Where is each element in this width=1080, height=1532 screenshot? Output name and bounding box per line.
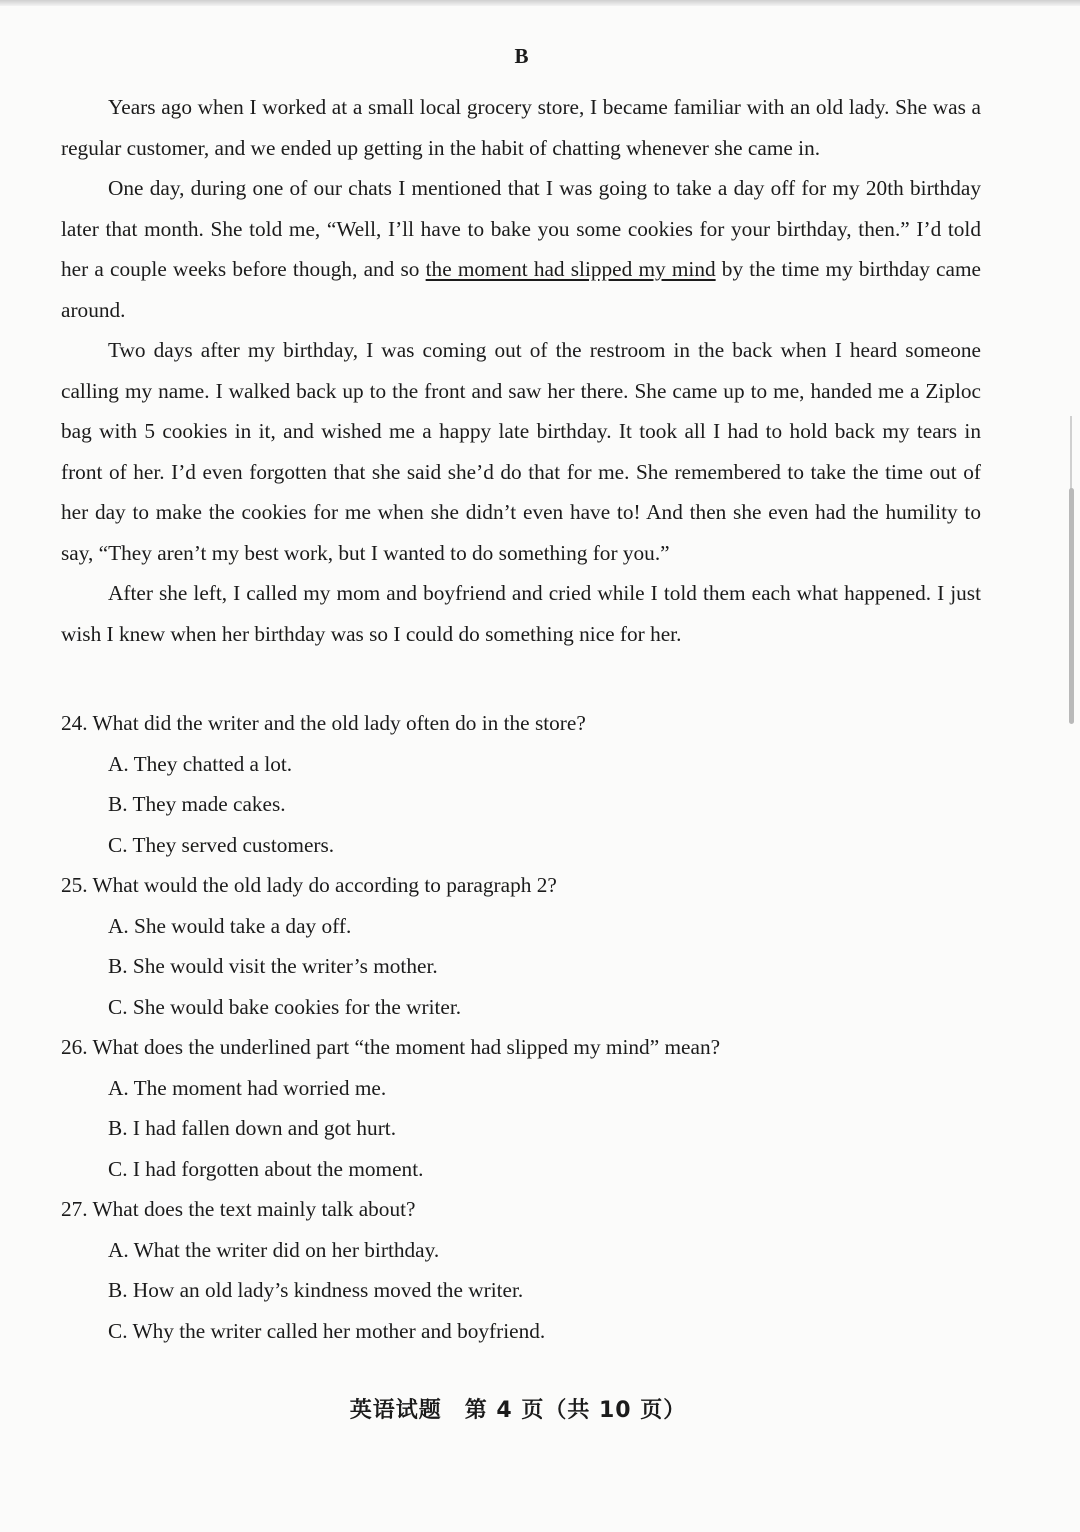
passage-paragraph-1: Years ago when I worked at a small local grocery store, I became familiar with an old lady. She was a regular customer, and we ended up getting in the habit of chatting whenever she came in. [61, 95, 981, 160]
option-a: A. The moment had worried me. [108, 1075, 387, 1100]
paragraph-2-text-after: by the time my birthday came around. [61, 257, 981, 322]
paragraph-2-text-before: One day, during one of our chats I mentioned that I was going to take a day off for my 20th birthday later that month. She told me, “Well, I’ll have to bake you some cookies for your birthday, then.” I’d told her a couple weeks before though, and so [61, 176, 981, 281]
option-b: B. How an old lady’s kindness moved the writer. [108, 1278, 524, 1302]
option-b: B. She would visit the writer’s mother. [108, 954, 438, 978]
question-26 [61, 1027, 981, 1189]
reading-passage [61, 87, 981, 654]
passage-paragraph-4: After she left, I called my mom and boyfriend and cried while I told them each what happened. I just wish I knew when her birthday was so I could do something nice for her. [61, 581, 981, 646]
underlined-phrase: the moment had slipped my mind [425, 257, 716, 281]
passage-paragraph-3: Two days after my birthday, I was coming out of the restroom in the back when I heard someone calling my name. I walked back up to the front and saw her there. She came up to me, handed me a Ziploc bag with 5 cookies in it, and wished me a happy late birthday. It took all I had to hold back my tears in front of her. I’d even forgotten that she said she’d do that for me. She remembered to take the time out of her day to make the cookies for me when she didn’t even have to! And then she even had the humility to say, “They aren’t my best work, but I wanted to do something for you.” [61, 338, 981, 565]
section-label: B [514, 44, 529, 68]
option-c: C. She would bake cookies for the writer. [108, 994, 462, 1019]
option-c: C. Why the writer called her mother and boyfriend. [108, 1318, 546, 1343]
passage-paragraph-2 [61, 168, 981, 330]
question-25 [61, 865, 981, 1027]
option-b: B. They made cakes. [108, 792, 286, 816]
page-footer: 英语试题 第 4 页（共 10 页） [349, 1398, 687, 1423]
option-b: B. I had fallen down and got hurt. [108, 1116, 397, 1140]
top-shadow-band [0, 0, 1080, 6]
option-c: C. They served customers. [108, 832, 335, 857]
option-c: C. I had forgotten about the moment. [108, 1156, 424, 1181]
question-24 [61, 703, 981, 865]
scrollbar-thumb[interactable] [1069, 488, 1074, 724]
option-a: A. What the writer did on her birthday. [108, 1237, 440, 1262]
option-a: A. They chatted a lot. [108, 751, 293, 776]
option-a: A. She would take a day off. [108, 913, 352, 938]
question-stem: 25. What would the old lady do according to paragraph 2? [61, 873, 557, 897]
question-list [61, 703, 981, 1351]
question-stem: 24. What did the writer and the old lady often do in the store? [61, 711, 586, 735]
question-27 [61, 1189, 981, 1351]
question-stem: 26. What does the underlined part “the moment had slipped my mind” mean? [61, 1035, 721, 1059]
question-stem: 27. What does the text mainly talk about? [61, 1197, 416, 1221]
